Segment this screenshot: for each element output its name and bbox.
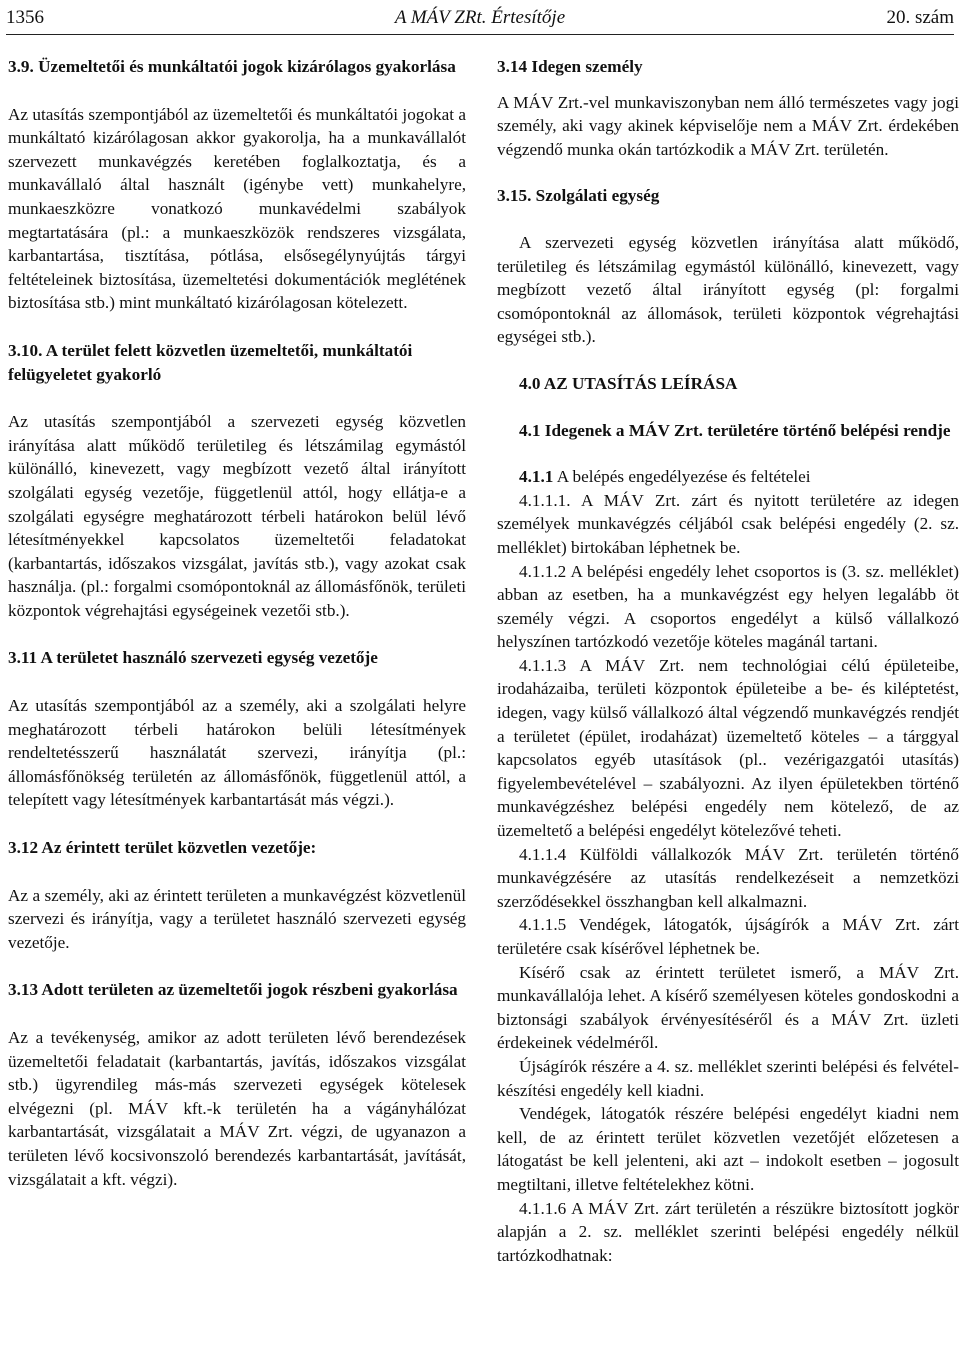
section-4-1-1-number: 4.1.1	[519, 467, 554, 487]
journal-title: A MÁV ZRt. Értesítője	[394, 7, 566, 28]
section-3-11-body: Az utasítás szempontjából az a személy, aki a szolgálati helyre meghatározott térbeli határokon belüli létesítmények rendeltetésszerű használatát szervezi, irányítja (pl.: állomásfőnökség területén az állomásfőnök, függetlenül attól, a telepített vagy létesítmények karbantartását más végzi.).	[8, 696, 466, 810]
section-4-1-1-text: A belépés engedélyezése és feltételei	[553, 467, 811, 487]
section-4-1-1-title	[497, 465, 959, 489]
paragraph-ujsagirok: Újságírók részére a 4. sz. melléklet szerinti belépési és felvétel-készítési engedély kell kiadni.	[497, 1056, 959, 1100]
section-3-15-body: A szervezeti egység közvetlen irányítása alatt működő, területileg és létszámilag egymástól különálló, kinevezett, vagy megbízott vezető által irányított egység (pl: forgalmi csomópontoknál az állomások, területi központok végrehajtási egységei stb.).	[497, 232, 959, 347]
issue-number: 20. szám	[886, 7, 954, 28]
section-4-0-title: 4.0 AZ UTASÍTÁS LEÍRÁSA	[519, 373, 738, 393]
paragraph-kisero: Kísérő csak az érintett területet ismerő, a MÁV Zrt. munkavállalója lehet. A kísérő személyesen köteles gondoskodni a biztonsági szabályok érvényesítéséről és a MÁV Zrt. üzleti érdekeinek védelméről.	[497, 962, 959, 1053]
section-3-10-title: 3.10. A terület felett közvetlen üzemeltetői, munkáltatói felügyeletet gyakorló	[8, 340, 413, 384]
section-3-9-body: Az utasítás szempontjából az üzemeltetői és munkáltatói jogokat a munkáltató kizárólagosan akkor gyakorolja, ha a munkavállalót szervezett munkavégzés keretében foglalkoztatja, és a munkavállaló által használt (igénybe vett) munkahelyre, munkaeszközre vonatkozó munkavédelmi szabályok megtartatására (pl.: a munkaeszközök rendszeres vizsgálata, karbantartása, tisztítása, pótlása, elsősegélynyújtás tárgyi feltételeinek biztosítása, üzemeltetési dokumentációk meglétének biztosítása stb.) mint munkáltató kizárólagosan kötelezett.	[8, 104, 466, 313]
section-3-9-title: 3.9. Üzemeltetői és munkáltatói jogok kizárólagos gyakorlása	[8, 57, 456, 76]
paragraph-vendegek: Vendégek, látogatók részére belépési engedélyt kiadni nem kell, de az érintett terület közvetlen vezetőjét előzetesen a látogatást be kell jelenteni, aki azt – indokolt esetben – jogosult megtiltani, illetve feltételekhez kötni.	[497, 1104, 959, 1194]
header-divider	[6, 34, 954, 35]
paragraph-4-1-1-2: 4.1.1.2 A belépési engedély lehet csoportos is (3. sz. melléklet) abban az esetben, ha a munkavégzést egy helyen legalább öt személy végzi. A csoportos engedélyt a külső vállalkozó helyszínen tartózkodó vezetője köteles magánál tartani.	[497, 561, 959, 652]
paragraph-4-1-1-5: 4.1.1.5 Vendégek, látogatók, újságírók a MÁV Zrt. zárt területére csak kísérővel léphetnek be.	[497, 915, 959, 958]
paragraph-4-1-1-4: 4.1.1.4 Külföldi vállalkozók MÁV Zrt. területén történő munkavégzésére az utasítás rendelkezéseit a nemzetközi szerződésekkel összhangban kell alkalmazni.	[497, 844, 959, 911]
section-3-13-body: Az a tevékenység, amikor az adott területen lévő berendezések üzemeltetői feladatait (karbantartás, javítás, időszakos vizsgálat stb.) ügyrendileg más-más szervezeti egységek kötelesek elvégezni (pl. MÁV kft.-k területén ha a vágányhálózat karbantartását, vizsgálatait a MÁV Zrt. végzi, de ugyanazon a területen lévő kocsivonszoló berendezés karbantartását, javítását, vizsgálatait a kft. végzi).	[8, 1028, 466, 1189]
page-header	[6, 4, 954, 32]
section-3-11-title: 3.11 A területet használó szervezeti egység vezetője	[8, 648, 378, 668]
section-4-1-title: 4.1 Idegenek a MÁV Zrt. területére történő belépési rendje	[519, 420, 951, 440]
page-number: 1356	[6, 7, 44, 28]
right-column	[497, 55, 959, 1267]
section-3-15-title: 3.15. Szolgálati egység	[497, 186, 660, 206]
section-3-13-title: 3.13 Adott területen az üzemeltetői jogok részbeni gyakorlása	[8, 980, 458, 1000]
section-3-14-title: 3.14 Idegen személy	[497, 57, 643, 76]
section-3-14-body: A MÁV Zrt.-vel munkaviszonyban nem álló természetes vagy jogi személy, aki vagy akinek képviselője nem a MÁV Zrt. érdekében végzendő munka okán tartózkodik a MÁV Zrt. területén.	[497, 92, 959, 159]
left-column	[8, 55, 466, 1191]
section-3-10-body: Az utasítás szempontjából a szervezeti egység közvetlen irányítása alatt működő területileg és létszámilag egymástól különálló, kinevezett, vagy megbízott vezető által irányított szolgálati egység vezetője, függetlenül attól, hogy ellátja-e a szolgálati egységre meghatározott térbeli határokon belül lévő létesítményekkel kapcsolatos üzemeltetői feladatokat (karbantartás, időszakos vizsgálat, javítás stb.), vagy azokat csak használja. (pl.: forgalmi csomópontoknál az állomásfőnök, területi központok végrehajtási egységeinek vezetői stb.).	[8, 412, 466, 620]
section-3-12-title: 3.12 Az érintett terület közvetlen vezetője:	[8, 838, 317, 858]
paragraph-4-1-1-1: 4.1.1.1. A MÁV Zrt. zárt és nyitott területére az idegen személyek munkavégzés céljából csak belépési engedély (2. sz. melléklet) birtokában léphetnek be.	[497, 490, 959, 557]
paragraph-4-1-1-3: 4.1.1.3 A MÁV Zrt. nem technológiai célú épületeibe, irodaházaiba, területi központok épületeibe a be- és kiléptetést, idegen, vagy külső vállalkozó által végzendő munkavégzés rendjét a területet (épület, irodaházat) üzemeltető köteles – a tárggyal kapcsolatos egyéb utasítások (pl.. vezérigazgatói utasítás) figyelembevételével – szabályozni. Az ilyen épületekben történő munkavégzéshez belépési engedély nem kötelező, de az üzemeltető a belépési engedélyt kötelezővé teheti.	[497, 655, 959, 841]
paragraph-4-1-1-6: 4.1.1.6 A MÁV Zrt. zárt területén a részükre biztosított jogkör alapján a 2. sz. melléklet szerinti belépési engedély nélkül tartózkodhatnak:	[497, 1198, 959, 1265]
section-3-12-body: Az a személy, aki az érintett területen a munkavégzést közvetlenül szervezi és irányítja, vagy a területet használó szervezeti egység vezetője.	[8, 885, 466, 952]
